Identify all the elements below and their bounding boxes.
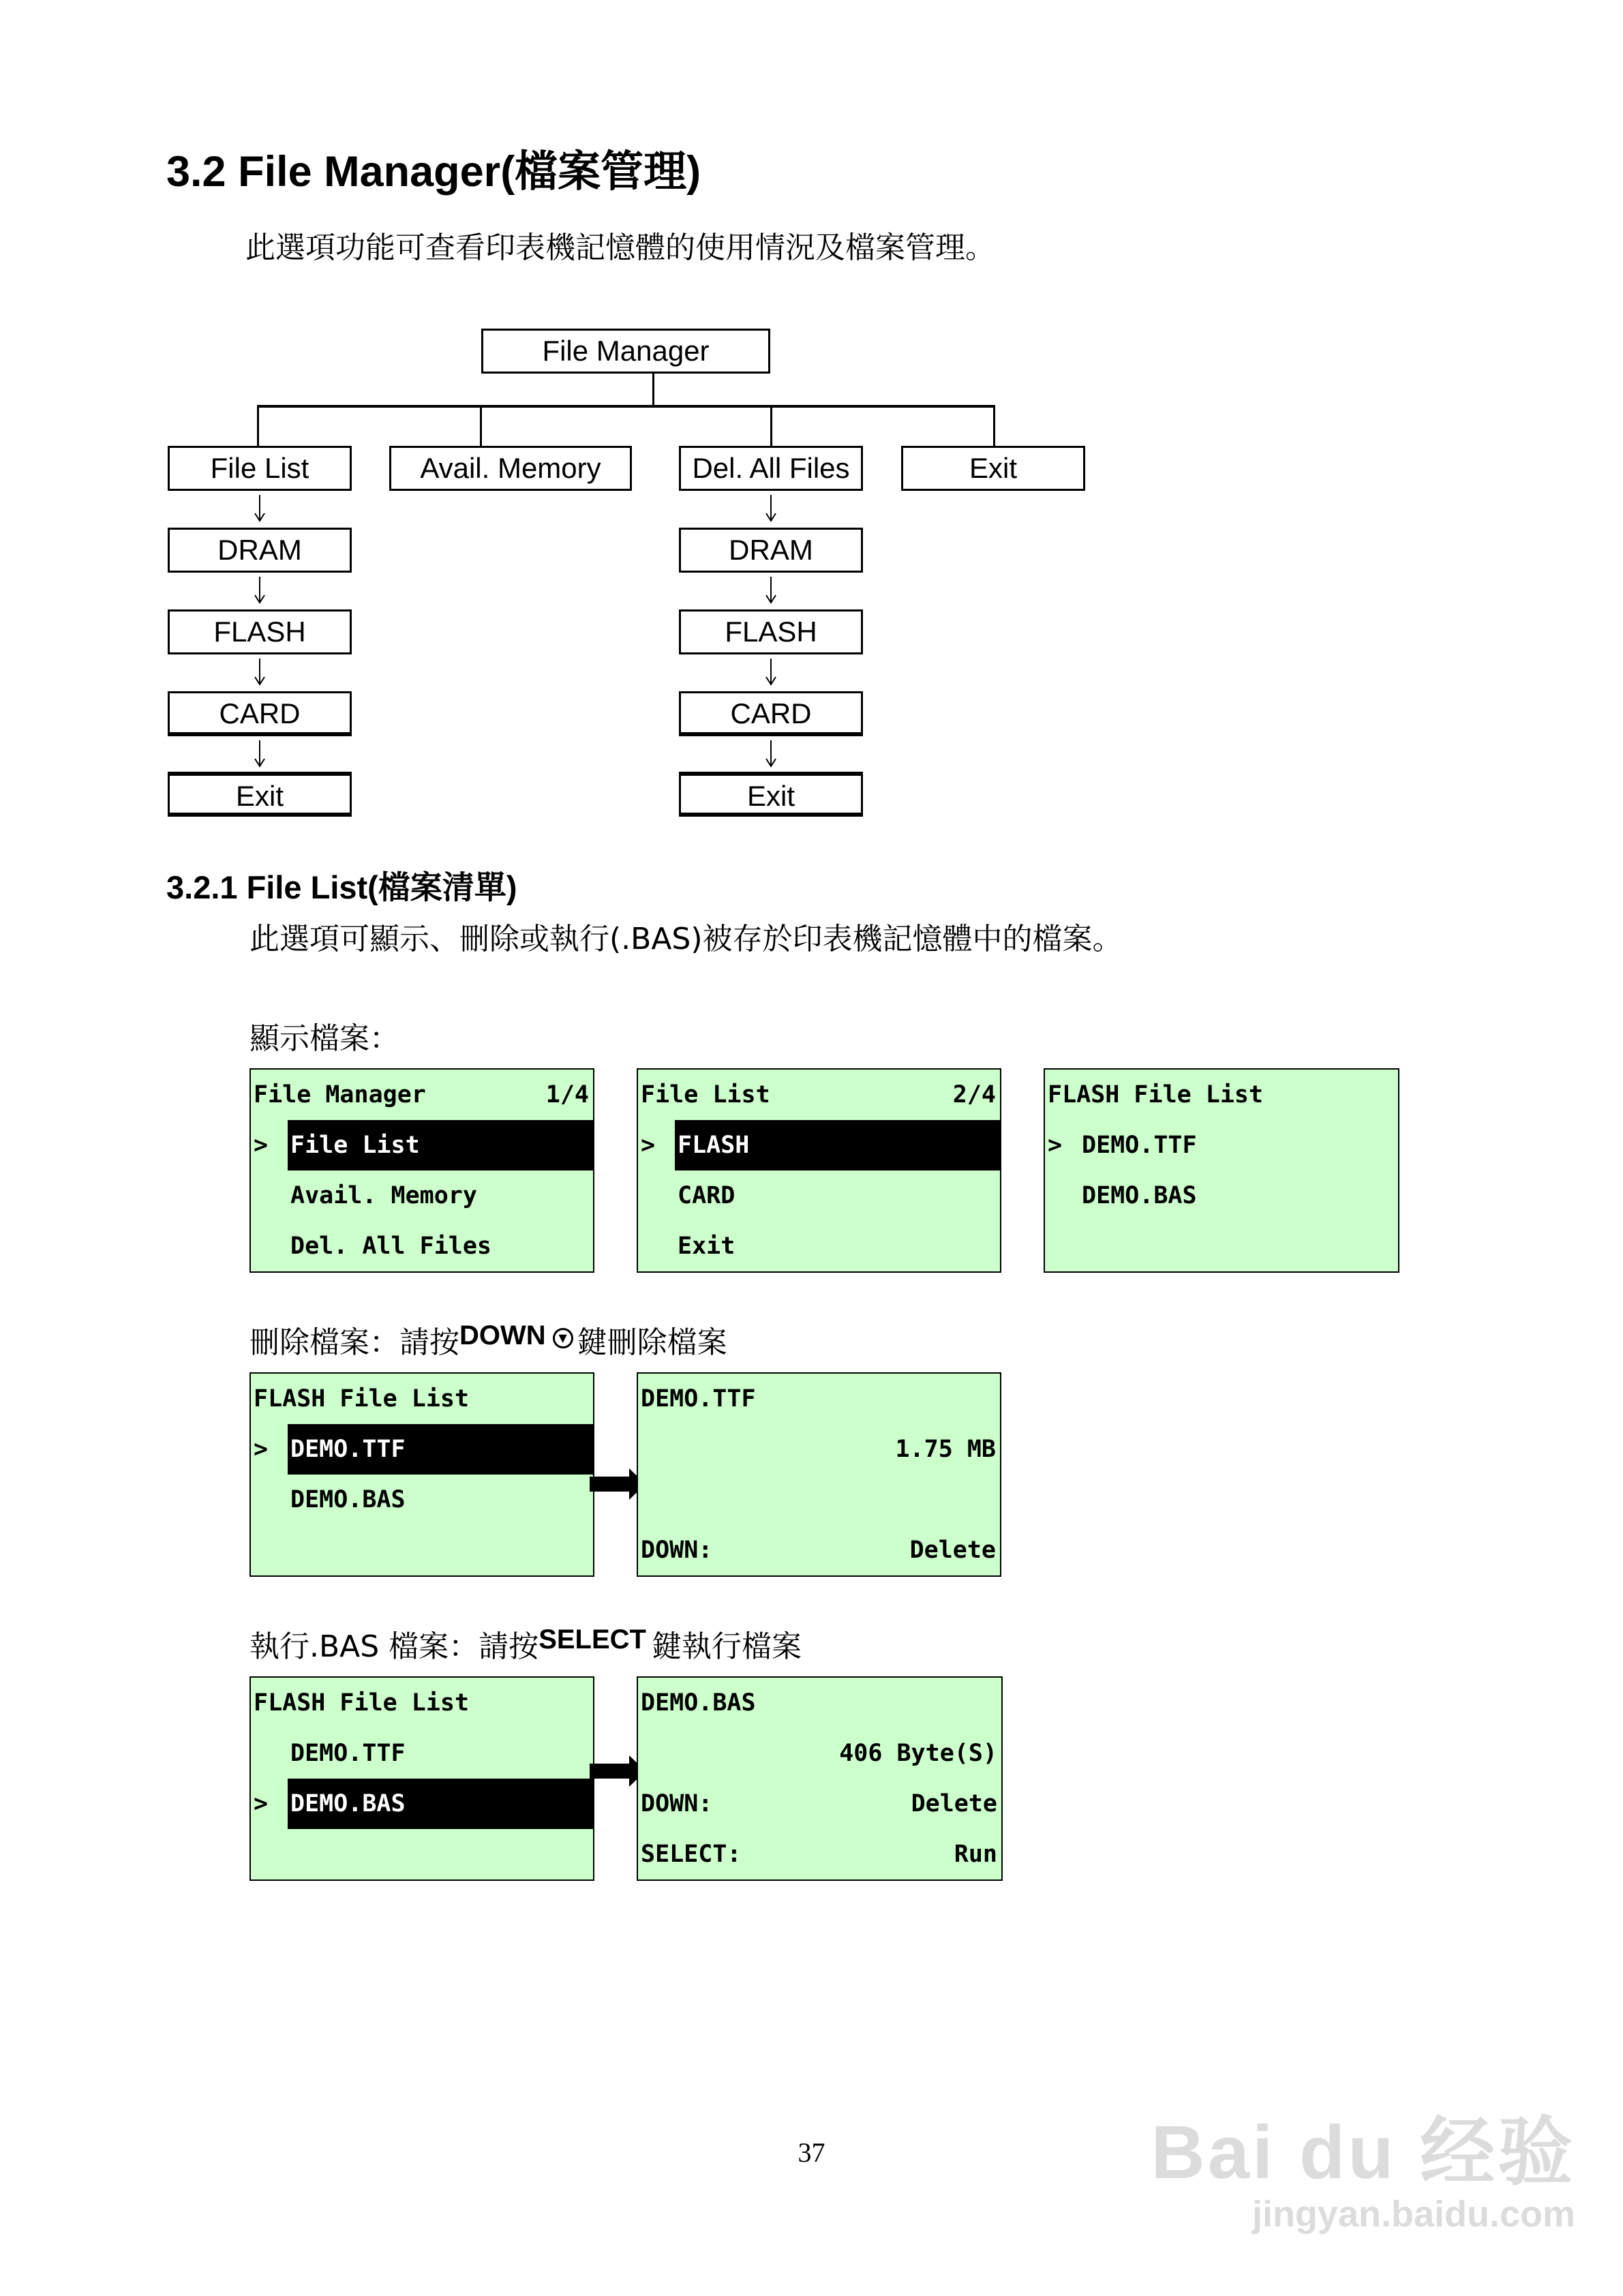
watermark-url: jingyan.baidu.com	[1252, 2194, 1575, 2235]
lcd-header-row	[1045, 1070, 1398, 1120]
lcd-selected-item: FLASH	[675, 1120, 1000, 1170]
tree-node-exit: Exit	[168, 772, 352, 817]
run-label-prefix: 執行.BAS 檔案：請按	[249, 1629, 539, 1664]
down-key-label: DOWN	[459, 1320, 546, 1350]
lcd-action-row	[638, 1779, 1001, 1829]
display-files-label: 顯示檔案：	[249, 1021, 399, 1056]
delete-label-suffix: 鍵刪除檔案	[577, 1325, 727, 1360]
lcd-menu-row	[638, 1120, 1000, 1170]
down-arrow-icon	[253, 577, 267, 604]
lcd-title: DEMO.TTF	[641, 1385, 756, 1413]
tree-node-card: CARD	[168, 691, 352, 736]
lcd-file-size: 1.75 MB	[895, 1436, 996, 1463]
lcd-screen-flash-file-list	[249, 1676, 594, 1881]
lcd-header-row	[251, 1678, 593, 1728]
lcd-menu-item: Exit	[678, 1233, 735, 1260]
lcd-menu-row	[1045, 1120, 1398, 1170]
subsection-intro: 此選項可顯示、刪除或執行(.BAS)被存於印表機記憶體中的檔案。	[249, 922, 1123, 956]
tree-node-dram: DRAM	[168, 528, 352, 573]
lcd-action-row	[638, 1829, 1001, 1879]
tree-node-file-list: File List	[168, 446, 352, 491]
lcd-title: File List	[641, 1081, 770, 1108]
section-intro: 此選項功能可查看印表機記憶體的使用情況及檔案管理。	[245, 230, 995, 265]
lcd-screen-flash-file-list	[249, 1372, 594, 1577]
lcd-cursor: >	[254, 1790, 269, 1817]
lcd-screen-file-detail	[637, 1372, 1001, 1577]
lcd-menu-item: DEMO.TTF	[290, 1740, 406, 1767]
delete-files-label	[249, 1320, 727, 1364]
tree-node-del-all-files: Del. All Files	[679, 446, 863, 491]
lcd-menu-item: CARD	[678, 1182, 735, 1209]
tree-node-exit: Exit	[901, 446, 1085, 491]
down-arrow-icon	[764, 740, 778, 768]
down-arrow-icon	[253, 740, 267, 768]
lcd-action-label: Run	[954, 1841, 997, 1868]
baidu-watermark	[1151, 2112, 1575, 2235]
lcd-menu-item: Del. All Files	[290, 1233, 492, 1260]
lcd-screen-file-manager	[249, 1068, 594, 1273]
tree-node-dram: DRAM	[679, 528, 863, 573]
watermark-logo: Bai du 经验	[1151, 2111, 1575, 2194]
tree-connector	[770, 406, 772, 446]
lcd-menu-item: DEMO.TTF	[1082, 1132, 1197, 1159]
lcd-menu-row	[638, 1170, 1000, 1221]
lcd-cursor: >	[1048, 1132, 1063, 1159]
tree-connector	[993, 406, 995, 446]
lcd-info-row	[638, 1728, 1001, 1779]
lcd-selected-item: DEMO.BAS	[288, 1779, 593, 1829]
lcd-title: DEMO.BAS	[641, 1689, 756, 1717]
down-arrow-icon	[253, 495, 267, 522]
lcd-cursor: >	[641, 1132, 656, 1159]
down-arrow-icon	[764, 577, 778, 604]
lcd-header-row	[251, 1070, 593, 1120]
lcd-info-row	[638, 1424, 1000, 1475]
lcd-cursor: >	[254, 1132, 269, 1159]
tree-connector	[652, 374, 654, 406]
tree-connector	[480, 406, 482, 446]
lcd-selected-item: File List	[288, 1120, 593, 1170]
down-arrow-icon	[253, 659, 267, 686]
tree-node-card: CARD	[679, 691, 863, 736]
lcd-header-row	[638, 1678, 1001, 1728]
lcd-header-row	[638, 1070, 1000, 1120]
run-label-suffix: 鍵執行檔案	[651, 1629, 802, 1664]
lcd-title: FLASH File List	[1048, 1081, 1264, 1108]
lcd-screen-file-detail	[637, 1676, 1003, 1881]
lcd-page-indicator: 2/4	[952, 1081, 996, 1108]
lcd-menu-row	[1045, 1170, 1398, 1221]
lcd-key-label: SELECT:	[641, 1841, 742, 1868]
lcd-action-label: Delete	[909, 1537, 996, 1564]
lcd-menu-item: Avail. Memory	[290, 1182, 477, 1209]
lcd-cursor: >	[254, 1436, 269, 1463]
tree-connector	[257, 406, 259, 446]
tree-node-flash: FLASH	[168, 609, 352, 654]
page-number: 37	[798, 2137, 825, 2168]
lcd-screen-file-list	[637, 1068, 1001, 1273]
lcd-menu-item: DEMO.BAS	[290, 1486, 406, 1513]
lcd-menu-row	[251, 1120, 593, 1170]
run-files-label	[249, 1627, 802, 1668]
tree-node-exit: Exit	[679, 772, 863, 817]
tree-node-avail-memory: Avail. Memory	[389, 446, 632, 491]
down-arrow-icon	[764, 495, 778, 522]
lcd-header-row	[251, 1374, 593, 1424]
lcd-menu-row	[638, 1221, 1000, 1271]
select-key-label: SELECT	[539, 1625, 646, 1655]
lcd-header-row	[638, 1374, 1000, 1424]
lcd-file-size: 406 Byte(S)	[839, 1740, 997, 1767]
lcd-menu-item: DEMO.BAS	[1082, 1182, 1197, 1209]
section-title: 3.2 File Manager(檔案管理)	[166, 148, 701, 196]
lcd-title: FLASH File List	[254, 1689, 470, 1717]
lcd-menu-row	[251, 1170, 593, 1221]
lcd-menu-row	[251, 1779, 593, 1829]
lcd-selected-item: DEMO.TTF	[288, 1424, 593, 1475]
lcd-menu-row	[251, 1221, 593, 1271]
lcd-menu-row	[251, 1728, 593, 1779]
down-arrow-icon	[764, 659, 778, 686]
lcd-title: FLASH File List	[254, 1385, 470, 1413]
tree-root-node: File Manager	[481, 329, 770, 374]
lcd-screen-flash-file-list	[1044, 1068, 1399, 1273]
lcd-key-label: DOWN:	[641, 1790, 713, 1817]
tree-connector	[257, 405, 995, 408]
delete-label-prefix: 刪除檔案：請按	[249, 1325, 459, 1360]
lcd-menu-row	[251, 1424, 593, 1475]
lcd-title: File Manager	[254, 1081, 426, 1108]
lcd-key-label: DOWN:	[641, 1537, 713, 1564]
lcd-action-row	[638, 1525, 1000, 1575]
subsection-title: 3.2.1 File List(檔案清單)	[166, 869, 517, 905]
lcd-page-indicator: 1/4	[545, 1081, 589, 1108]
tree-node-flash: FLASH	[679, 609, 863, 654]
lcd-action-label: Delete	[911, 1790, 997, 1817]
down-circle-icon: ▼	[553, 1328, 573, 1348]
lcd-menu-row	[251, 1475, 593, 1525]
